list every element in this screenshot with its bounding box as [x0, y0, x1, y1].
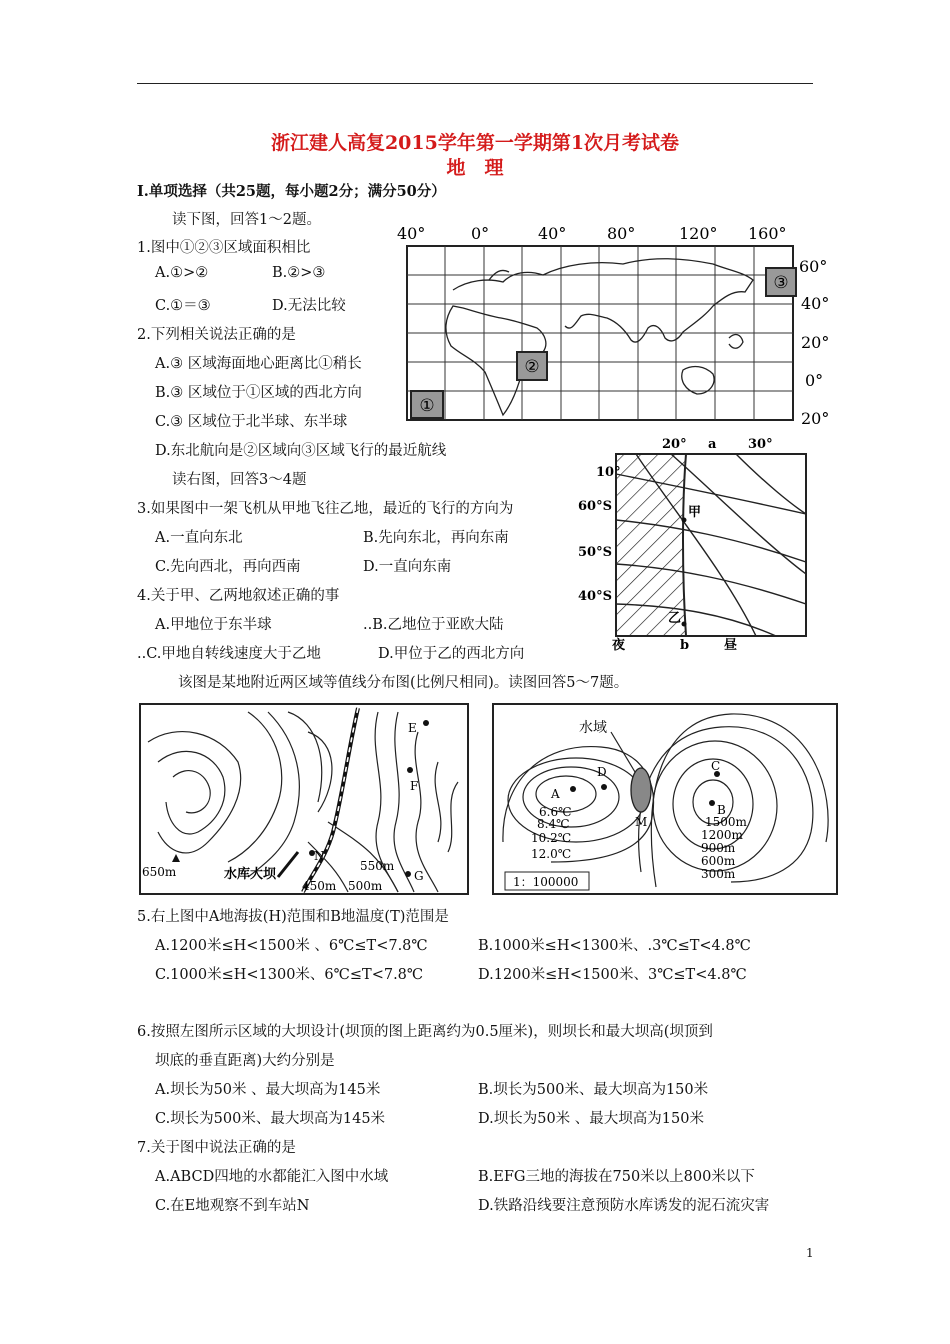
point-e-label: E — [408, 721, 417, 735]
q4-option-b: ..B.乙地位于亚欧大陆 — [363, 617, 504, 633]
q2-option-c: C.③ 区域位于北半球、东半球 — [155, 414, 348, 430]
q1-option-d: D.无法比较 — [272, 298, 346, 314]
q2-option-a: A.③ 区域海面地心距离比①稍长 — [155, 356, 362, 372]
contour-map-left — [138, 702, 470, 898]
lat-label-10: 10° — [596, 465, 621, 480]
lon-label-20: 20° — [662, 437, 687, 452]
q4-option-a: A.甲地位于东半球 — [155, 617, 272, 633]
q5-option-c: C.1000米≤H<1300米、6℃≤T<7.8℃ — [155, 967, 424, 983]
lon-label: 160° — [748, 224, 787, 243]
q3-stem: 3.如果图中一架飞机从甲地飞往乙地，最近的飞行的方向为 — [137, 501, 514, 517]
region-2-label: ② — [524, 357, 540, 377]
q7-option-b: B.EFG三地的海拔在750米以上800米以下 — [478, 1169, 755, 1185]
region-3-label: ③ — [773, 273, 789, 293]
lat-label-50s: 50°S — [578, 545, 612, 560]
contour-600: 600m — [701, 854, 736, 868]
contour-1200: 1200m — [701, 828, 743, 842]
q1-stem: 1.图中①②③区域面积相比 — [137, 240, 311, 256]
water-area-label: 水域 — [579, 720, 607, 736]
q7-option-c: C.在E地观察不到车站N — [155, 1198, 310, 1214]
isotherm-12.0: 12.0℃ — [531, 847, 572, 861]
q3-option-a: A.一直向东北 — [155, 530, 243, 546]
header-rule — [137, 83, 813, 84]
lon-label: 120° — [679, 224, 718, 243]
night-label: 夜 — [612, 638, 626, 652]
point-f-label: F — [410, 779, 419, 793]
station-n-label: N — [314, 849, 325, 863]
scale-label: 1：100000 — [513, 875, 579, 889]
contour-1500: 1500m — [705, 815, 747, 829]
lon-label-30: 30° — [748, 437, 773, 452]
q7-option-d: D.铁路沿线要注意预防水库诱发的泥石流灾害 — [478, 1198, 770, 1214]
isotherm-10.2: 10.2℃ — [531, 831, 572, 845]
q2-option-d: D.东北航向是②区域向③区域飞行的最近航线 — [155, 443, 447, 459]
q3-option-b: B.先向东北，再向东南 — [363, 530, 509, 546]
contour-550-label: 550m — [360, 859, 395, 873]
dam-label: 水库大坝 — [224, 867, 277, 882]
q1-option-c: C.①＝③ — [155, 298, 211, 314]
q6-stem-line2: 坝底的垂直距离)大约分别是 — [155, 1053, 335, 1069]
contour-300: 300m — [701, 867, 736, 881]
point-m-label: M — [635, 815, 648, 829]
contour-900: 900m — [701, 841, 736, 855]
isotherm-8.4: 8.4℃ — [537, 817, 570, 831]
q4-option-c: ..C.甲地自转线速度大于乙地 — [137, 646, 321, 662]
lat-label: 60° — [799, 257, 828, 276]
contour-map-right — [491, 702, 841, 898]
q6-stem-line1: 6.按照左图所示区域的大坝设计(坝顶的图上距离约为0.5厘米)，则坝长和最大坝高(坝顶到 — [137, 1024, 713, 1040]
q4-stem: 4.关于甲、乙两地叙述正确的事 — [137, 588, 340, 604]
group3-intro: 该图是某地附近两区域等值线分布图(比例尺相同)。读图回答5～7题。 — [178, 675, 629, 691]
point-b-label: b — [680, 638, 690, 652]
point-a-label: a — [708, 437, 717, 452]
point-d-label: D — [597, 765, 607, 779]
lat-label-40s: 40°S — [578, 589, 612, 604]
section-heading: I.单项选择（共25题，每小题2分；满分50分） — [137, 183, 446, 200]
page-number: 1 — [806, 1246, 814, 1260]
lat-label: 20° — [801, 409, 830, 428]
place-jia-label: 甲 — [688, 505, 702, 520]
q6-option-b: B.坝长为500米、最大坝高为150米 — [478, 1082, 709, 1098]
q2-option-b: B.③ 区域位于①区域的西北方向 — [155, 385, 362, 401]
lat-label: 20° — [801, 333, 830, 352]
q3-option-d: D.一直向东南 — [363, 559, 452, 575]
q7-stem: 7.关于图中说法正确的是 — [137, 1140, 296, 1156]
q5-stem: 5.右上图中A地海拔(H)范围和B地温度(T)范围是 — [137, 909, 449, 925]
point-g-label: G — [414, 869, 424, 883]
q6-option-c: C.坝长为500米、最大坝高为145米 — [155, 1111, 386, 1127]
latitude-grid-map — [576, 434, 812, 652]
contour-450-label: 450m — [302, 879, 337, 893]
lon-label: 0° — [471, 224, 490, 243]
q5-option-d: D.1200米≤H<1500米、3℃≤T<4.8℃ — [478, 967, 747, 983]
contour-500-label: 500m — [348, 879, 383, 893]
q7-option-a: A.ABCD四地的水都能汇入图中水域 — [155, 1169, 389, 1185]
point-b-label: B — [717, 803, 726, 817]
exam-subject: 地 理 — [446, 157, 504, 179]
day-label: 昼 — [724, 638, 738, 652]
lon-label: 80° — [607, 224, 636, 243]
lat-label-60s: 60°S — [578, 499, 612, 514]
q1-option-a: A.①>② — [155, 265, 209, 281]
elevation-650-label: 650m — [142, 865, 177, 879]
lat-label: 0° — [805, 371, 824, 390]
group1-intro: 读下图，回答1～2题。 — [172, 212, 321, 228]
q2-stem: 2.下列相关说法正确的是 — [137, 327, 296, 343]
lon-label: 40° — [397, 224, 426, 243]
q5-option-b: B.1000米≤H<1300米、.3℃≤T<4.8℃ — [478, 938, 751, 954]
point-c-label: C — [711, 759, 721, 773]
exam-title: 浙江建人高复2015学年第一学期第1次月考试卷 — [270, 132, 680, 154]
group2-intro: 读右图，回答3～4题 — [172, 472, 307, 488]
point-a-label: A — [551, 787, 560, 801]
world-grid-map — [393, 220, 838, 435]
q6-option-a: A.坝长为50米 、最大坝高为145米 — [155, 1082, 381, 1098]
q4-option-d: D.甲位于乙的西北方向 — [378, 646, 525, 662]
q5-option-a: A.1200米≤H<1500米 、6℃≤T<7.8℃ — [155, 938, 428, 954]
lat-label: 40° — [801, 294, 830, 313]
place-yi-label: 乙 — [668, 611, 682, 626]
region-1-label: ① — [419, 396, 435, 416]
q6-option-d: D.坝长为50米 、最大坝高为150米 — [478, 1111, 704, 1127]
isotherm-6.6: 6.6℃ — [539, 805, 572, 819]
q3-option-c: C.先向西北，再向西南 — [155, 559, 301, 575]
lon-label: 40° — [538, 224, 567, 243]
q1-option-b: B.②>③ — [272, 265, 326, 281]
